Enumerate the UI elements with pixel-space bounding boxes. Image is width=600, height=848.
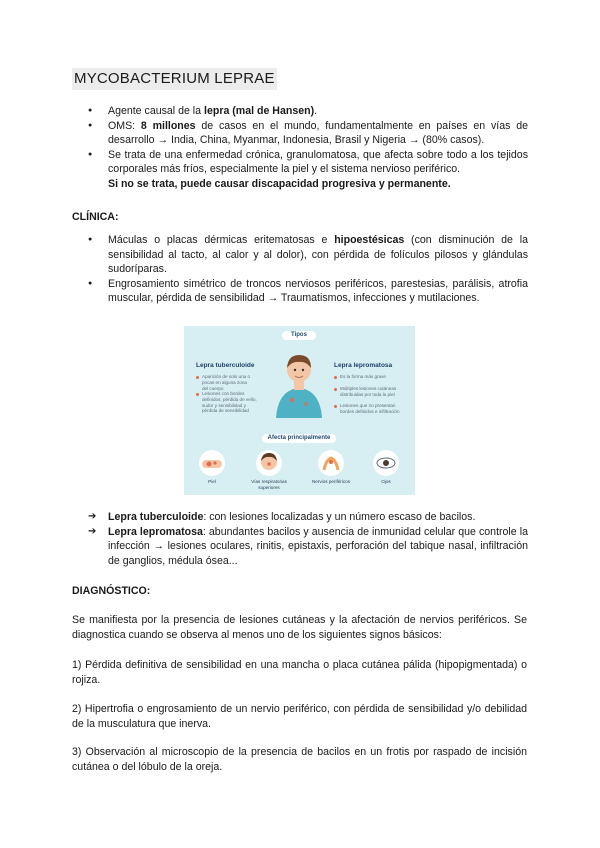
tuberculoid-note: Aparición de solo una o pocas en alguna zona del cuerpo (202, 374, 251, 391)
bullet-icon (196, 376, 199, 379)
list-item: ➔ Lepra tuberculoide: con lesiones localizadas y un número escaso de bacilos. (88, 510, 528, 525)
list-item: ● Agente causal de la lepra (mal de Hansen). (88, 104, 528, 119)
skin-icon (199, 450, 225, 476)
patient-illustration-icon (268, 346, 330, 418)
clinica-list (88, 233, 528, 306)
nerves-icon (318, 450, 344, 476)
tipos-list (88, 510, 528, 568)
list-item: ● OMS: 8 millones de casos en el mundo, fundamentalmente en países en vías de desarrollo → India, China, Myanmar, Indonesia, Brasil y Nigeria → (80% casos). (88, 119, 528, 148)
paragraph: Se manifiesta por la presencia de lesiones cutáneas y la afectación de nervios periféricos. Se diagnostica cuando se observa al menos uno de los siguientes signos básicos: (72, 614, 527, 641)
bullet-icon (334, 376, 337, 379)
eye-icon (373, 450, 399, 476)
circle-label: Ojos (381, 479, 391, 484)
bullet-icon (334, 388, 337, 391)
circle-label: Vías respiratorias superiores (251, 479, 287, 490)
list-item: ● Máculas o placas dérmicas eritematosas e hipoestésicas (con disminución de la sensibilidad al tacto, al calor y al dolor), con pérdida de folículos pilosos y glándulas sudoríparas. (88, 233, 528, 277)
circle-label: Piel (208, 479, 216, 484)
list-item: ● Engrosamiento simétrico de troncos nerviosos periféricos, parestesias, parálisis, atrofia muscular, pérdida de sensibilidad → Traumatismos, infecciones y mutilaciones. (88, 277, 528, 306)
section-heading-clinica: CLÍNICA: (72, 211, 119, 223)
lepromatous-note: Es la forma más grave (340, 374, 386, 379)
paragraph: 1) Pérdida definitiva de sensibilidad en una mancha o placa cutánea pálida (hipopigmentada) o rojiza. (72, 659, 527, 686)
leprosy-infographic (184, 326, 415, 495)
lepromatous-heading: Lepra lepromatosa (334, 362, 393, 369)
lepromatous-note: Lesiones que no presentan bordes definidos e infiltración (340, 403, 400, 414)
list-item: ● Se trata de una enfermedad crónica, granulomatosa, que afecta sobre todo a los tejidos corporales más fríos, especialmente la piel y el sistema nervioso periférico. (88, 148, 528, 177)
section-heading-diagnostico: DIAGNÓSTICO: (72, 585, 151, 597)
paragraph: 3) Observación al microscopio de la presencia de bacilos en un frotis por raspado de incisión cutánea o del lóbulo de la oreja. (72, 746, 527, 773)
bullet-icon (196, 393, 199, 396)
tipos-label: Tipos (282, 331, 316, 340)
warning-text: Si no se trata, puede causar discapacidad progresiva y permanente. (108, 178, 451, 190)
list-item: ➔ Lepra lepromatosa: abundantes bacilos y ausencia de inmunidad celular que controle la infección → lesiones oculares, rinitis, epistaxis, perforación del tabique nasal, infiltración de ganglios, médula ósea... (88, 525, 528, 569)
tuberculoid-heading: Lepra tuberculoide (196, 362, 255, 369)
bullet-icon (334, 405, 337, 408)
page-title: MYCOBACTERIUM LEPRAE (72, 68, 277, 90)
afecta-label: Afecta principalmente (262, 434, 336, 443)
intro-list (88, 104, 528, 177)
lepromatous-note: Múltiples lesiones cutáneas distribuidas por toda la piel (340, 386, 397, 397)
tuberculoid-note: Lesiones con bordes definidos, pérdida de vello, sudor y sensibilidad y pérdida de sensibilidad (202, 391, 257, 414)
airway-icon (256, 450, 282, 476)
circle-label: Nervios periféricos (311, 479, 351, 484)
paragraph: 2) Hipertrofia o engrosamiento de un nervio periférico, con pérdida de sensibilidad y/o debilidad de la musculatura que inerva. (72, 703, 527, 730)
